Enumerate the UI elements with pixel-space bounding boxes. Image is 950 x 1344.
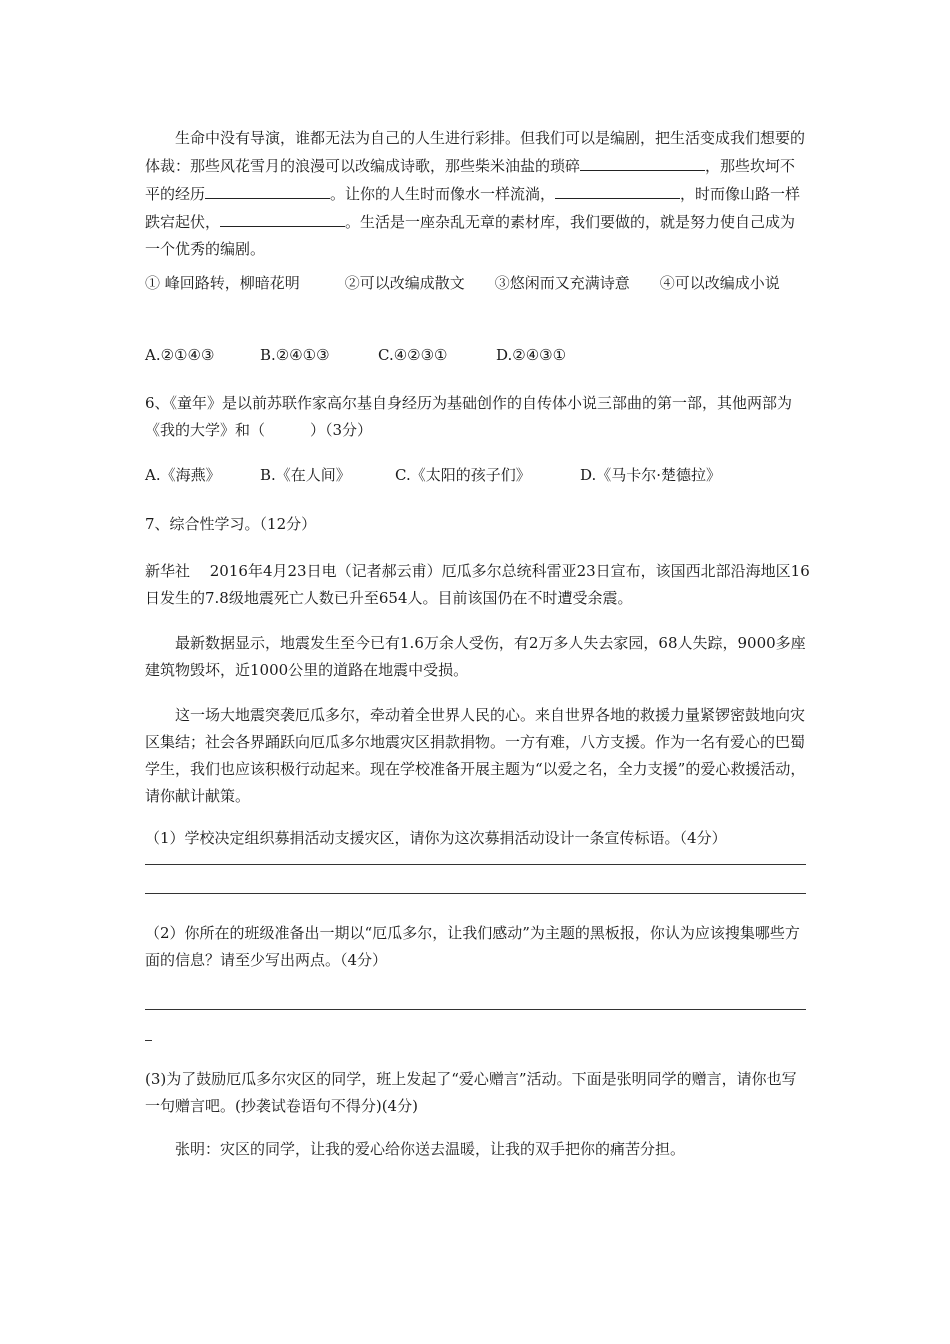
- q7-example-quote: 张明：灾区的同学，让我的爱心给你送去温暖，让我的双手把你的痛苦分担。: [175, 1140, 686, 1158]
- q5-text-3: 。让你的人生时而像水一样流淌，: [330, 185, 556, 203]
- q6-choice-c[interactable]: C.《太阳的孩子们》: [395, 466, 531, 484]
- q5-blank-2[interactable]: [205, 180, 330, 199]
- q7-sub-3: (3)为了鼓励厄瓜多尔灾区的同学，班上发起了“爱心赠言”活动。下面是张明同学的赠言，请你也写一句赠言吧。(抄袭试卷语句不得分)(4分): [145, 1070, 797, 1115]
- q6-choice-b[interactable]: B.《在人间》: [260, 466, 351, 484]
- q5-choice-a[interactable]: A.②①④③: [145, 346, 215, 364]
- q5-choice-d[interactable]: D.②④③①: [496, 346, 567, 364]
- q5-options: ① 峰回路转，柳暗花明 ②可以改编成散文 ③悠闲而又充满诗意 ④可以改编成小说: [145, 274, 780, 292]
- answer-line-3[interactable]: [145, 1009, 806, 1010]
- q7-news-1: 新华社 2016年4月23日电（记者郝云甫）厄瓜多尔总统科雷亚23日宣布，该国西北部沿海地区16日发生的7.8级地震死亡人数已升至654人。目前该国仍在不时遭受余震。: [145, 562, 810, 607]
- q6-choice-d[interactable]: D.《马卡尔·楚德拉》: [580, 466, 722, 484]
- q5-choices: [145, 342, 810, 369]
- q5-blank-1[interactable]: [580, 152, 705, 171]
- q5-text-2: ，那些坎坷不平的经历: [145, 157, 796, 203]
- answer-line-2[interactable]: [145, 893, 806, 894]
- q5-text-1: 生命中没有导演，谁都无法为自己的人生进行彩排。但我们可以是编剧，把生活变成我们想要的体裁：那些风花雪月的浪漫可以改编成诗歌，那些柴米油盐的琐碎: [145, 129, 806, 175]
- q7-heading: 7、综合性学习。（12分）: [145, 515, 317, 533]
- q5-text-5: 。生活是一座杂乱无章的素材库，我们要做的，就是努力使自己成为一个优秀的编剧。: [145, 213, 796, 258]
- answer-line-stub: [145, 1040, 152, 1041]
- q6-stem: 6、《童年》是以前苏联作家高尔基自身经历为基础创作的自传体小说三部曲的第一部，其他两部为《我的大学》和（ ）（3分）: [145, 394, 793, 439]
- q5-blank-3[interactable]: [555, 180, 680, 199]
- answer-line-1[interactable]: [145, 864, 806, 865]
- q6-choices: [145, 462, 810, 489]
- q7-sub-1: （1）学校决定组织募捐活动支援灾区，请你为这次募捐活动设计一条宣传标语。（4分）: [145, 829, 727, 847]
- q5-blank-4[interactable]: [220, 208, 345, 227]
- q5-choice-b[interactable]: B.②④①③: [260, 346, 330, 364]
- q7-sub-2: （2）你所在的班级准备出一期以“厄瓜多尔，让我们感动”为主题的黑板报，你认为应该搜集哪些方面的信息？请至少写出两点。（4分）: [145, 924, 800, 969]
- q5-paragraph: [145, 125, 810, 263]
- q5-choice-c[interactable]: C.④②③①: [378, 346, 448, 364]
- q6-choice-a[interactable]: A.《海燕》: [145, 466, 221, 484]
- q7-news-2: 最新数据显示，地震发生至今已有1.6万余人受伤，有2万多人失去家园，68人失踪，9000多座建筑物毁坏，近1000公里的道路在地震中受损。: [145, 634, 806, 679]
- q7-news-3: 这一场大地震突袭厄瓜多尔，牵动着全世界人民的心。来自世界各地的救援力量紧锣密鼓地向灾区集结；社会各界踊跃向厄瓜多尔地震灾区捐款捐物。一方有难，八方支援。作为一名有爱心的巴蜀学生，我们也应该积极行动起来。现在学校准备开展主题为“以爱之名，全力支援”的爱心救援活动，请你献计献策。: [145, 706, 806, 805]
- q5-text-4: ，时而像山路一样跌宕起伏，: [145, 185, 801, 231]
